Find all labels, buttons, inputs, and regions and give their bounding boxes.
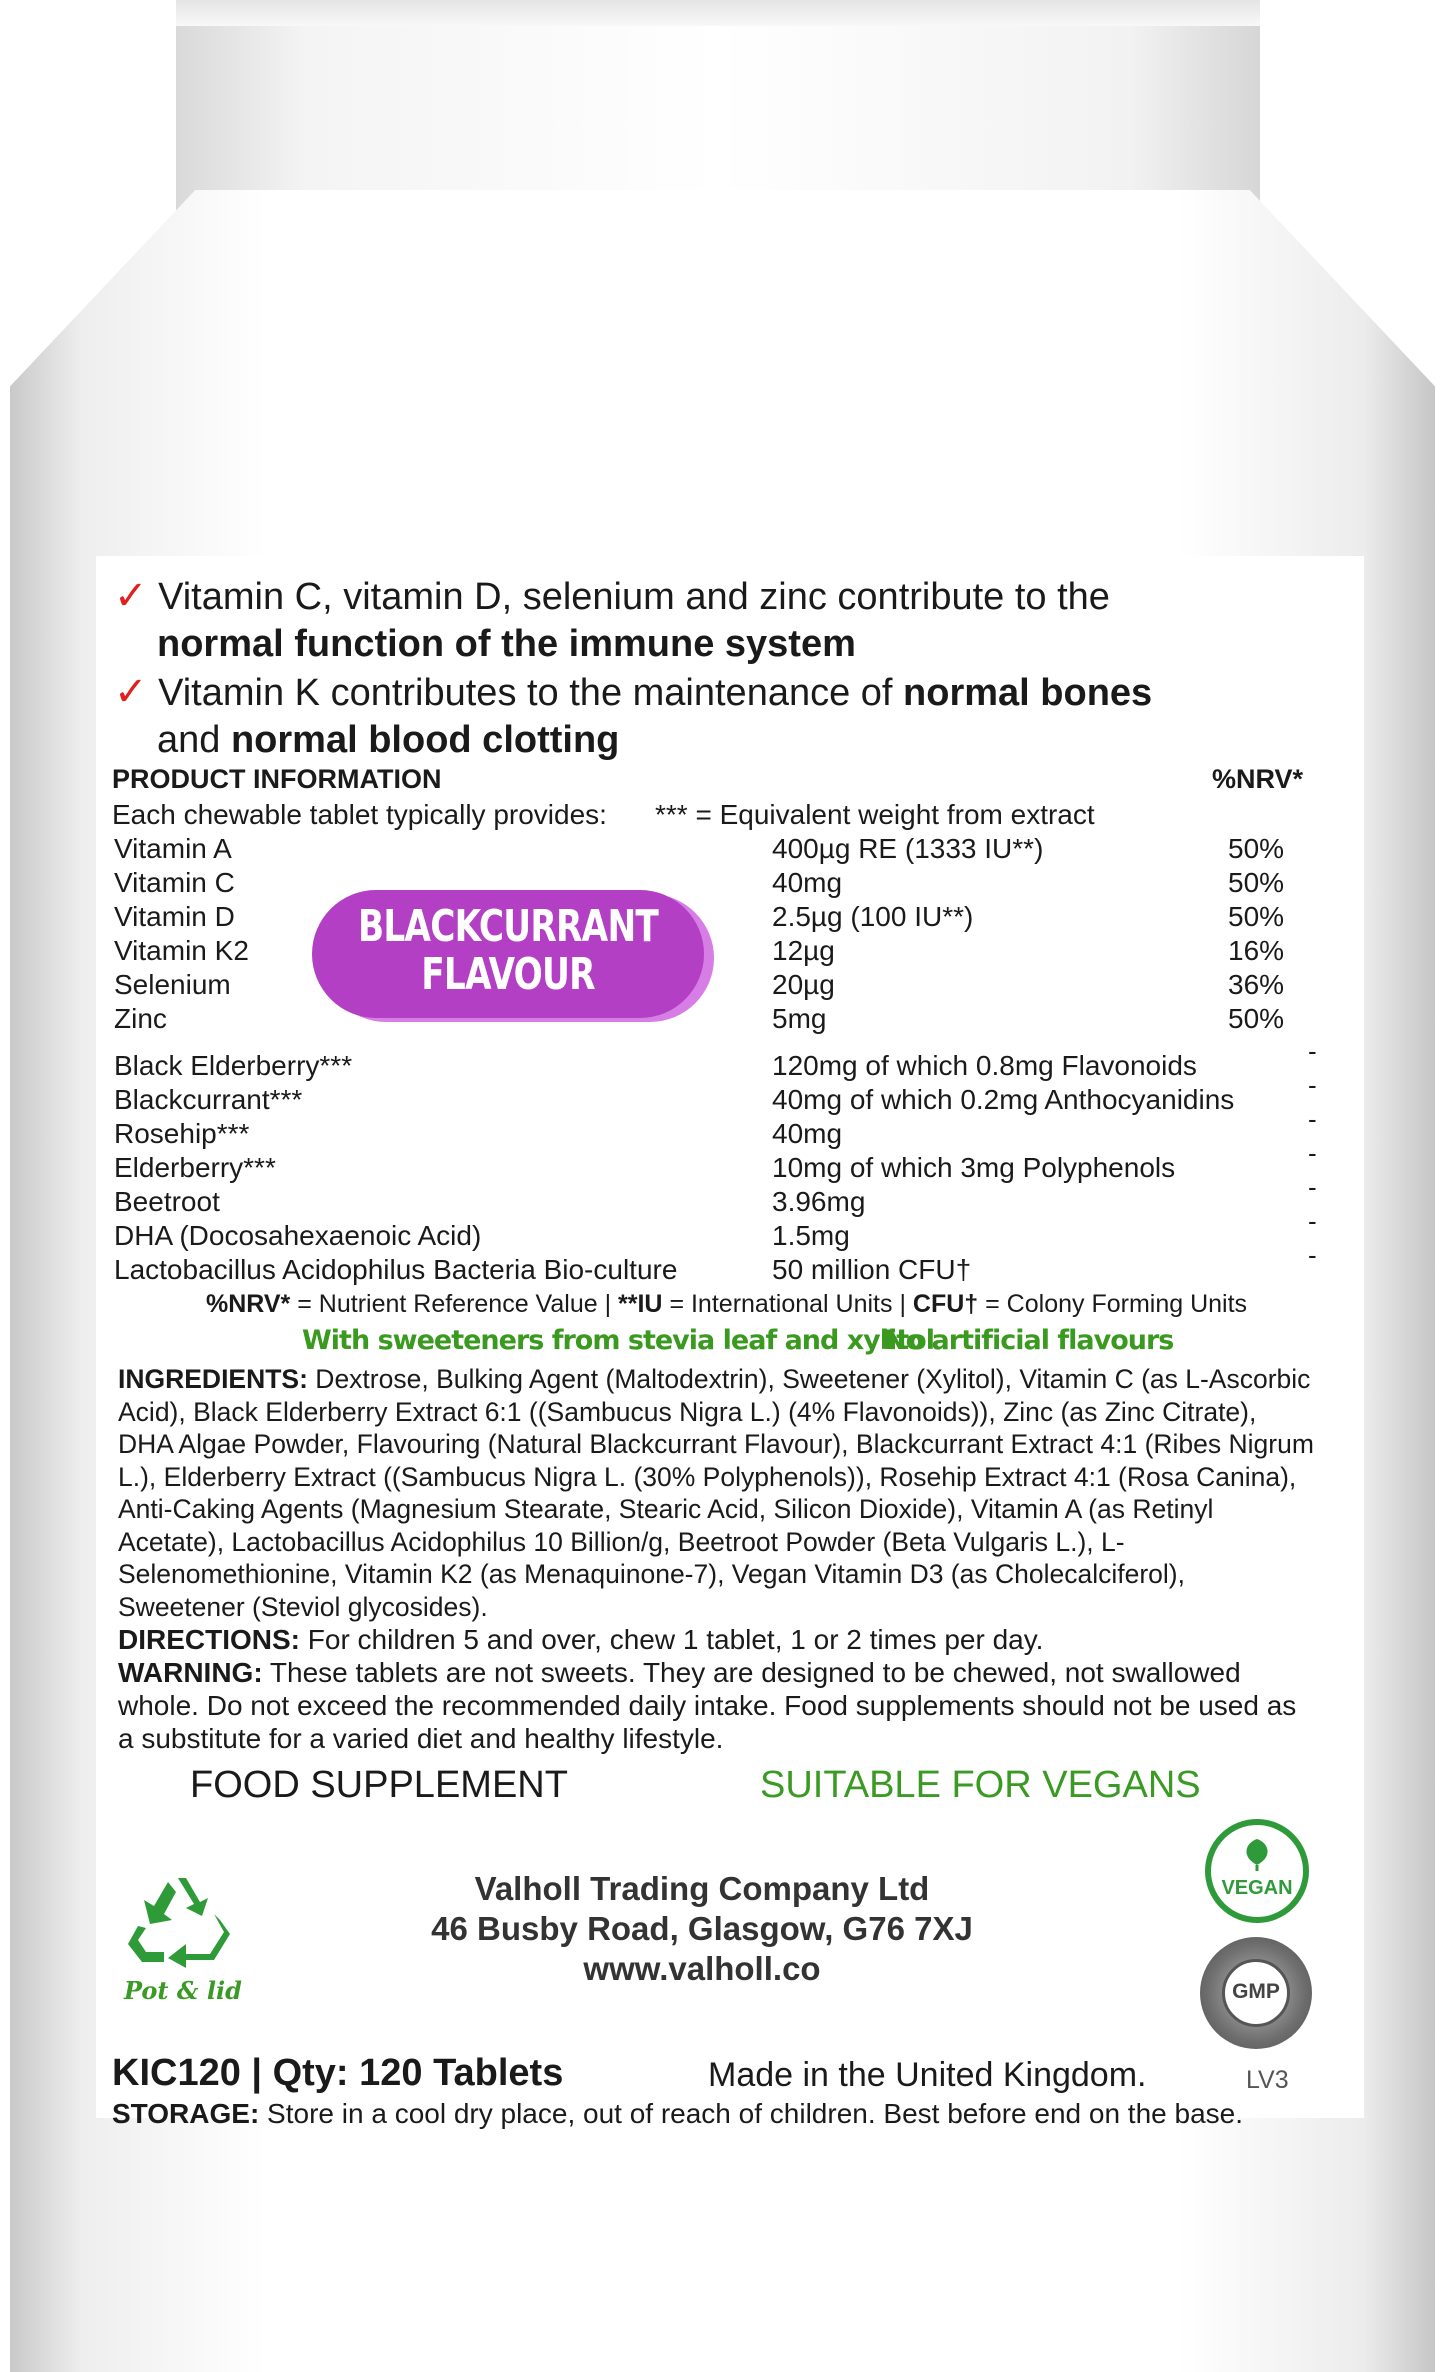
ingredients-paragraph [118, 1363, 1318, 1623]
nutrient-amount: 400µg RE (1333 IU**) [772, 833, 1044, 864]
made-in-text: Made in the United Kingdom. [708, 2056, 1147, 2094]
food-supplement-label: FOOD SUPPLEMENT [190, 1764, 568, 1806]
extract-nrv: - [1308, 1138, 1317, 1168]
nutrient-nrv: 36% [1228, 969, 1285, 1000]
nutrient-nrv: 16% [1228, 935, 1285, 966]
storage-line [112, 2098, 1243, 2130]
nutrient-nrv: 50% [1228, 867, 1285, 898]
company-website: www.valholl.co [583, 1950, 821, 1987]
nutrient-amount: 12µg [772, 935, 835, 966]
claim-immune-text: Vitamin C, vitamin D, selenium and zinc contribute to the [158, 576, 1110, 618]
storage-label: STORAGE: [112, 2098, 260, 2129]
ingredients-block [118, 1363, 1318, 1755]
gmp-badge-text: GMP [1232, 1980, 1280, 2003]
nutrient-name: Vitamin D [114, 901, 235, 932]
extract-nrv: - [1308, 1104, 1317, 1134]
vegan-badge-text: VEGAN [1221, 1877, 1293, 1899]
storage-text: Store in a cool dry place, out of reach of children. Best before end on the base. [259, 2098, 1243, 2129]
nutrient-name: Vitamin K2 [114, 935, 249, 966]
checkmark-icon: ✓ [114, 574, 148, 618]
vegan-badge-icon [1205, 1819, 1309, 1923]
nutrient-name: Zinc [114, 1003, 167, 1034]
nutrient-name: Vitamin A [114, 833, 232, 864]
sweeteners-note: With sweeteners from stevia leaf and xylitol [302, 1325, 934, 1356]
bottle-lid [176, 0, 1260, 222]
lid-rim [176, 0, 1260, 26]
extract-amount: 40mg [772, 1118, 843, 1149]
extract-name: Beetroot [114, 1186, 220, 1217]
extract-name: Blackcurrant*** [114, 1084, 303, 1115]
nutrient-amount: 20µg [772, 969, 835, 1000]
nutrient-amount: 2.5µg (100 IU**) [772, 901, 974, 932]
nutrient-nrv: 50% [1228, 833, 1285, 864]
claim-clotting-text: and [157, 719, 231, 761]
warning-paragraph [118, 1656, 1318, 1755]
claim-clotting-bold: normal blood clotting [230, 719, 620, 761]
extract-nrv: - [1308, 1206, 1317, 1236]
checkmark-icon: ✓ [114, 670, 148, 714]
footnote-iu-key: **IU [618, 1290, 663, 1318]
each-tablet-text: Each chewable tablet typically provides: [112, 799, 607, 830]
gmp-badge-center [1222, 1959, 1290, 2027]
flavour-badge-line2: FLAVOUR [421, 949, 595, 1000]
label-version: LV3 [1246, 2066, 1289, 2094]
claim-bones [114, 668, 1152, 717]
extract-nrv: - [1308, 1070, 1317, 1100]
nutrient-nrv: 50% [1228, 1003, 1285, 1034]
claim-immune [114, 572, 1110, 621]
claim-immune-bold: normal function of the immune system [157, 623, 856, 665]
no-artificial-flavours-note: No artificial flavours [884, 1325, 1174, 1356]
warning-text: These tablets are not sweets. They are designed to be chewed, not swallowed whole. Do not exceed the recommended daily intake. Food supplements should not be used as a substitute for a varied diet and healthy lifestyle. [118, 1657, 1297, 1754]
claim-clotting [157, 716, 619, 764]
extract-amount: 3.96mg [772, 1186, 866, 1217]
nrv-header: %NRV* [1212, 764, 1304, 794]
claim-bones-bold: normal bones [903, 672, 1153, 714]
nrv-footnote [206, 1290, 1247, 1319]
ingredients-text: Dextrose, Bulking Agent (Maltodextrin), Sweetener (Xylitol), Vitamin C (as L-Ascorbic Acid), Black Elderberry Extract 6:1 ((Sambucus Nigra L.) (4% Flavonoids)), Zinc (as Zinc Citrate), DHA Algae Powder, Flavouring (Natural Blackcurrant Flavour), Blackcurrant Extract 4:1 (Ribes Nigrum L.), Elderberry Extract ((Sambucus Nigra L. (30% Polyphenols)), Rosehip Extract 4:1 (Rosa Canina), Anti-Caking Agents (Magnesium Stearate, Stearic Acid, Silicon Dioxide), Vitamin A (as Retinyl Acetate), Lactobacillus Acidophilus 10 Billion/g, Beetroot Powder (Beta Vulgaris L.), L-Selenomethionine, Vitamin K2 (as Menaquinone-7), Vegan Vitamin D3 (as Cholecalciferol), Sweetener (Steviol glycosides). [118, 1364, 1314, 1622]
nutrient-amount: 40mg [772, 867, 843, 898]
extract-nrv: - [1308, 1172, 1317, 1202]
footnote-cfu-desc: = Colony Forming Units [978, 1290, 1248, 1318]
equivalent-note: *** = Equivalent weight from extract [655, 799, 1095, 830]
footnote-nrv-key: %NRV* [206, 1290, 291, 1318]
directions-label: DIRECTIONS: [118, 1624, 300, 1655]
extract-amount: 10mg of which 3mg Polyphenols [772, 1152, 1176, 1183]
recycle-icon [124, 1872, 232, 1972]
company-name: Valholl Trading Company Ltd [474, 1870, 930, 1907]
directions-paragraph [118, 1623, 1318, 1656]
extract-amount: 50 million CFU† [772, 1254, 972, 1285]
warning-label: WARNING: [118, 1657, 263, 1688]
extract-name: Elderberry*** [114, 1152, 276, 1183]
product-info-title: PRODUCT INFORMATION [112, 764, 442, 794]
extract-name: Black Elderberry*** [114, 1050, 353, 1081]
nutrient-name: Vitamin C [114, 867, 235, 898]
flavour-badge-line1: BLACKCURRANT [357, 901, 659, 952]
claim-bones-text: Vitamin K contributes to the maintenance of [158, 672, 904, 714]
extract-nrv: - [1308, 1036, 1317, 1066]
flavour-badge [312, 890, 704, 1018]
footnote-cfu-key: CFU† [912, 1290, 979, 1318]
extract-name: Lactobacillus Acidophilus Bacteria Bio-culture [114, 1254, 678, 1285]
extract-nrv: - [1308, 1240, 1317, 1270]
nutrient-amount: 5mg [772, 1003, 827, 1034]
directions-text: For children 5 and over, chew 1 tablet, 1 or 2 times per day. [300, 1624, 1044, 1655]
suitable-for-vegans-label: SUITABLE FOR VEGANS [760, 1764, 1201, 1806]
company-address: 46 Busby Road, Glasgow, G76 7XJ [431, 1910, 973, 1947]
extract-amount: 120mg of which 0.8mg Flavonoids [772, 1050, 1197, 1081]
gmp-badge-icon [1200, 1937, 1312, 2049]
ingredients-label: INGREDIENTS: [118, 1364, 308, 1394]
nutrient-name: Selenium [114, 969, 231, 1000]
footnote-iu-desc: = International Units | [662, 1290, 913, 1318]
extract-name: DHA (Docosahexaenoic Acid) [114, 1220, 482, 1251]
footnote-nrv-desc: = Nutrient Reference Value | [290, 1290, 619, 1318]
extract-name: Rosehip*** [114, 1118, 250, 1149]
extract-amount: 40mg of which 0.2mg Anthocyanidins [772, 1084, 1235, 1115]
product-code: KIC120 | Qty: 120 Tablets [112, 2052, 564, 2094]
recycle-caption: Pot & lid [124, 1976, 242, 2005]
extract-amount: 1.5mg [772, 1220, 850, 1251]
nutrient-nrv: 50% [1228, 901, 1285, 932]
